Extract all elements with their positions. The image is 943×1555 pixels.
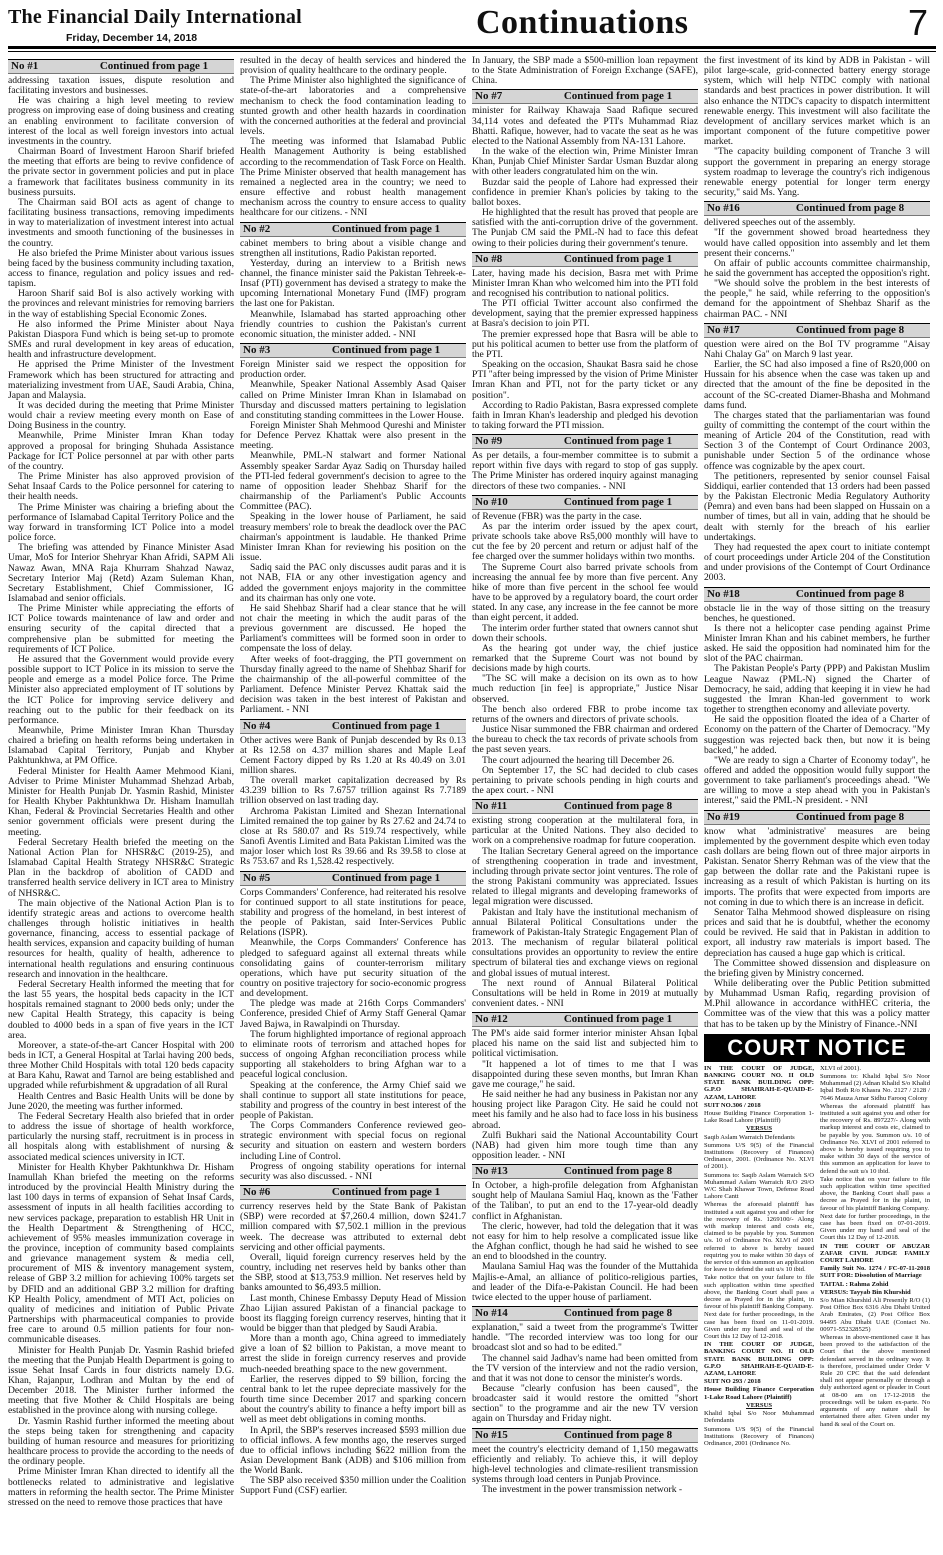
article-paragraph: Prime Minister Imran Khan directed to identify all the bottlenecks related to administrative and legislative matters in reforming the health sector. The Prime Minister stressed on the need to remove those practices that have [8, 1466, 234, 1508]
article-paragraph: The Prime Minister was chairing a briefing about the performance of Islamabad Capital Territory Police and the way forward in transforming ICT Police into a model police force. [8, 501, 234, 544]
court-notice-text: TAITAL : Rahma Zohid [820, 1280, 889, 1288]
story-number: No #2 [243, 222, 271, 235]
continuation-header [240, 222, 466, 237]
court-notice-text: Whereas the aforesaid plaintiff has instituted a suit against you and other for the recovery of Rs. 897227/- Along with markup interest and costs etc, claimed to be payable by you. Summon u/s. 10 of Ordinance No. XLVI of 2001 referred to above is hereby issued requiring you to make within 30 days of the service of this summon an application for leave to defend the suit u/s 10 ibid. [820, 1102, 930, 1175]
article-paragraph: The Pakistan People's Party (PPP) and Pakistan Muslim League Nawaz (PML-N) signed the Charter of Democracy, he said, adding that keeping it in view he had suggested the Imran Khan-led government to work together to strengthen economy and alleviate poverty. [704, 663, 930, 716]
article-paragraph: Senator Talha Mehmood showed displeasure on rising prices and said that he is doubtful, whether the economy could be revived. He said that in Pakistan in addition to export, all industry raw materials is import based. The depreciation has caused a huge gap which is critical. [704, 906, 930, 959]
publication-date: Friday, December 14, 2018 [66, 32, 198, 44]
article-paragraph: existing strong cooperation at the multilateral fora, in particular at the United Nations. They also decided to work on a comprehensive roadmap for future cooperation. [472, 815, 698, 847]
continuation-header [472, 1164, 698, 1179]
continued-from-label: Continued from page 8 [563, 1428, 673, 1441]
court-notice-text: XLVI of 2001). [820, 1064, 861, 1072]
article-paragraph: Meanwhile, Speaker National Assembly Asad Qaiser called on Prime Minister Imran Khan in Islamabad on Thursday and discussed matters pertaining to legislation and constituting standing committees in the Lower House. [240, 379, 466, 421]
court-notice-text: Family Suit No. 1274 / FC-07-11-2018 SUIT FOR: Dissolution of Marriage [820, 1265, 930, 1280]
court-notice-text: IN THE COURT OF ABUZAR ZAFAR CIVIL JUDGE FAMILY COURT LAHORE [820, 1242, 930, 1265]
article-paragraph: The Prime Minister has also approved provision of Sehat Insaaf Cards to the Police personnel for catering to their health needs. [8, 471, 234, 503]
court-notice-column-left [704, 1065, 814, 1448]
article-paragraph: Other actives were Bank of Punjab descended by Rs 0.13 at Rs 12.58 on 4.37 million shares and Maple Leaf Cement Factory dipped by Rs 1.20 at Rs 40.49 on 3.01 million shares. [240, 734, 466, 776]
continued-from-label: Continued from page 1 [563, 252, 673, 265]
article-paragraph: The PTI official Twitter account also confirmed the development, saying that the premier expressed happiness at Basra's decision to join PTI. [472, 298, 698, 330]
article-paragraph: Corps Commanders' Conference, had reiterated his resolve for continued support to all state institutions for peace, stability and progress of the homeland, in best interest of the people of Pakistan, said Inter-Services Public Relations (ISPR). [240, 886, 466, 939]
story-number: No #9 [475, 435, 503, 448]
article-paragraph: cabinet members to bring about a visible change and strengthen all institutions, Radio Pakistan reported. [240, 237, 466, 259]
court-notice-text: Next date for further proceedings, in the case has been fixed on 07-01-2019. Given under my hand and seal of the Court this 12 Day of 12-2018. [820, 1212, 930, 1242]
story-number: No #5 [243, 871, 271, 884]
column-2 [240, 56, 466, 1551]
article-paragraph: of Revenue (FBR) was the party in the case. [472, 510, 642, 522]
continued-from-label: Continued from page 1 [563, 435, 673, 448]
court-notice-text: Summons U/S 9(5) of the Financial Institutions (Recovery of Finances) Ordinance, 2001 (Ordinance No. [704, 1425, 814, 1447]
court-notice-text: Take notice that on your failure to file such application within time specified above, the Banking Court shall pass a decree as Prayed for in the plaint, in favour of his plaintiff Banking Company. [704, 1274, 814, 1311]
article-paragraph: "It happened a lot of times to me that I was disappointed during these seven months, but Imran Khan gave me courage," he said. [472, 1058, 698, 1090]
continued-from-label: Continued from page 8 [563, 800, 673, 813]
article-paragraph: The petitioners, represented by senior counsel Faisal Siddiqui, earlier contended that 13 orders had been passed by the Pakistan Electronic Media Regulatory Authority (Pemra) and even bans had been slapped on Hussain on a number of times, but all in vain, adding that he should be dealt with sternly for the breach of his earlier undertakings. [704, 470, 930, 543]
article-paragraph: "The capacity building component of Tranche 3 will support the government in preparing an energy storage system roadmap to leverage the country's rich indigenous renewable energy potential for longer term energy security," said Ms. Yang. [704, 146, 930, 199]
article-paragraph: Minister for Health Khyber Pakhtunkhwa Dr. Hisham Inamullah Khan briefed the meeting on the reforms introduced by the provincial Health Ministry during the last 100 days in terms of expansion of Sehat Insaf Cards, assessment of inputs in all health facilities according to new services package, preparation to establish HR Unit in the Health Department & Strengthening of HCC, achievement of 95% measles immunization coverage in the province, inception of community based complaints and grievance management system & media cell, procurement of MIS & inventory management system, release of GBP 3.2 million for achieving 100% targets set by DFID and an additional GBP 3.2 million for drafting KP Health Policy, amendment of MTI Act, policies on quality of medicines and initiation of Public Private Partnerships with pharmaceutical companies to provide free care to around 0.5 million patients for four non-communicable diseases. [8, 1161, 234, 1346]
court-notice-text: Saqib Aslam Warraich Defendants [704, 1133, 795, 1141]
court-notice-text: VERSUS [745, 1401, 773, 1409]
continuation-header [472, 1306, 698, 1321]
continuation-header [472, 1012, 698, 1027]
continued-from-label: Continued from page 8 [795, 587, 905, 600]
article-paragraph: After weeks of foot-dragging, the PTI government on Thursday finally agreed to the name of Shehbaz Sharif for the chairmanship of the all-powerful committee of the Parliament. Defence Minister Pervez Khattak said the decision was taken in the best interest of Pakistan and Parliament. - NNI [240, 653, 466, 716]
article-paragraph: The Prime Minister while appreciating the efforts of ICT Police towards maintenance of law and order and ensuring security of the capital directed that a comprehensive plan be submitted for meeting the requirements of ICT Police. [8, 603, 234, 655]
article-paragraph: He highlighted that the result has proved that people are satisfied with the anti-corruption drive of the government. The Punjab CM said the PML-N had to face this defeat owing to their policies during their government's tenure. [472, 207, 698, 249]
article-paragraph: They had requested the apex court to initiate contempt of court proceedings under Article 204 of the Constitution and under provisions of the Contempt of Court Ordinance 2003. [704, 541, 930, 584]
continuation-header [472, 1428, 698, 1443]
story-number: No #19 [707, 810, 740, 823]
article-paragraph: Meanwhile, Islamabad has started approaching other friendly countries to cushion the Pakistan's current economic situation, the minister added. - NNI [240, 308, 466, 340]
article-paragraph: The investment in the power transmission network - [482, 1484, 683, 1496]
article-paragraph: The forum highlighted importance of regional approach to eliminate roots of terrorism and attached hopes for success of ongoing Afghan reconciliation process while supporting all stakeholders to bring Afghan war to a peaceful logical conclusion. [240, 1028, 466, 1081]
article-paragraph: Justice Nisar summoned the FBR chairman and ordered the bureau to check the tax records of private schools from the past seven years. [472, 724, 698, 756]
article-paragraph: question were aired on the BoI TV programme "Aisay Nahi Chalay Ga" on March 9 last year. [704, 338, 930, 360]
article-paragraph: The briefing was attended by Finance Minister Asad Umar, MoS for Interior Shehryar Khan Afridi, SAPM Ali Nawaz Awan, MNA Raja Khurram Shahzad Nawaz, Secretary Interior Maj (Retd) Azam Suleman Khan, Secretary Establishment, Chief Commissioner, IG Islamabad and senior officials. [8, 542, 234, 604]
article-paragraph: The pledge was made at 216th Corps Commanders' Conference, presided Chief of Army Staff General Qamar Javed Bajwa, in Rawalpindi on Thursday. [240, 998, 466, 1030]
article-paragraph: "If the government showed broad heartedness they would have called opposition into assembly and let them present their concerns." [704, 227, 930, 259]
continued-from-label: Continued from page 1 [563, 90, 673, 103]
article-paragraph: Zulfi Bukhari said the National Accountability Court (NAB) had given him more tough time than any opposition leader. - NNI [472, 1129, 698, 1161]
article-paragraph: The Supreme Court also barred private schools from increasing the annual fee by more than five percent. Any hike of more than five percent in the school fee would have to be approved by a regulatory board, the court order stated. In any case, any increase in the fee cannot be more than eight percent, it added. [472, 561, 698, 624]
article-paragraph: As per details, a four-member committee is to submit a report within five days with regard to stop of gas supply. The Prime Minister has ordered inquiry against managing directors of these two companies. - NNI [472, 450, 698, 492]
continuation-header [472, 495, 698, 510]
continued-from-label: Continued from page 1 [99, 60, 209, 72]
article-paragraph: Sadiq said the PAC only discusses audit paras and it is not NAB, FIA or any other investigation agency and added the government enjoys majority in the committee and its chairman has only one vote. [240, 562, 466, 604]
article-paragraph: Yesterday, during an interview to a British news channel, the finance minister said the Pakistan Tehreek-e-Insaf (PTI) government has devised a strategy to make the upcoming International Monetary Fund (IMF) program the last one for Pakistan. [240, 257, 466, 310]
continued-from-label: Continued from page 1 [331, 1186, 441, 1199]
continuation-header [240, 871, 466, 886]
article-paragraph: Earlier, the reserves dipped to $9 billion, forcing the central bank to let the rupee depreciate massively for the fourth time since December 2017 and sparking concern about the country's ability to finance a hefty import bill as well as meet debt obligations in coming months. [240, 1373, 466, 1426]
article-paragraph: The overall market capitalization decreased by Rs 43.239 billion to Rs 7.6757 trillion against Rs 7.7189 trillion observed on last trading day. [240, 775, 466, 807]
article-paragraph: In the wake of the election win, Prime Minister Imran Khan, Punjab Chief Minister Sardar Usman Buzdar along with other leaders congratulated him on the win. [472, 146, 698, 178]
article-paragraph: The court adjourned the hearing till December 26. [482, 754, 675, 766]
court-notice-text: House Building Finance Corporation 1-Lake Road Lahore (Plaintiff) [704, 1386, 814, 1401]
article-paragraph: Speaking at the conference, the Army Chief said we shall continue to support all state institutions for peace, stability and progress of the country in best interest of the people of Pakistan. [240, 1079, 466, 1121]
story-number: No #1 [11, 60, 39, 72]
story-number: No #17 [707, 323, 740, 336]
column-1 [8, 56, 234, 1551]
article-paragraph: He said neither he had any business in Pakistan nor any housing project like Paragon City. He said he could not meet his family and he also had to face loss in his business abroad. [472, 1089, 698, 1131]
court-notice-text: Whereas the aforesaid plaintiff has instituted a suit against you and other for the recovery of Rs. 1269100/- Along with markup interest and costs etc, claimed to be payable by you. Summon u/s. 10 of Ordinance No. XLVI of 2001 referred to above is hereby issued requiring you to make within 30 days of the service of this summon an application for leave to defend the suit u/s 10 ibid. [704, 1201, 814, 1274]
continued-from-label: Continued from page 1 [331, 344, 441, 357]
article-paragraph: According to Radio Pakistan, Basra expressed complete faith in Imran Khan's leadership and pledged his devotion to taking forward the PTI mission. [472, 399, 698, 431]
article-paragraph: In January, the SBP made a $500-million loan repayment to the State Administration of Foreign Exchange (SAFE), China. [472, 56, 698, 87]
continuation-header [240, 1185, 466, 1200]
article-paragraph: Archroma Pakistan Limited and Shezan International Limited remained the top gainer by Rs 27.62 and 24.74 to close at Rs 580.07 and Rs 519.74 respectively, while Sanofi Aventis Limited and Bata Pakistan Limited was the major loser which lost Rs 39.66 and Rs 39.58 to close at Rs 753.67 and Rs 1,528.42 respectively. [240, 805, 466, 868]
article-paragraph: Later, having made his decision, Basra met with Prime Minister Imran Khan who welcomed him into the PTI fold and recognised his contribution to national politics. [472, 267, 698, 299]
court-notice-text: House Building Finance Corporation 1-Lake Road Lahore (Plaintiff) [704, 1109, 814, 1125]
court-notice-text: Khalid Iqbal S/o Noor Muhammad Defendants [704, 1410, 814, 1425]
article-paragraph: On affair of public accounts committee chairmanship, he said the government has accepted the opposition's right. [704, 257, 930, 279]
court-notice-banner: COURT NOTICE [704, 1034, 930, 1062]
continued-from-label: Continued from page 8 [563, 1165, 673, 1178]
article-paragraph: "The SC will make a decision on its own as to how much reduction [in fee] is appropriate," Justice Nisar observed. [472, 673, 698, 705]
article-paragraph: He said the opposition floated the idea of a Charter of Economy on the pattern of the Charter of Democracy. "My suggestion was rejected back then, but now it is being backed," he added. [704, 714, 930, 756]
court-notice-text: SUIT NO.306 / 2018 [704, 1101, 761, 1109]
article-paragraph: The bench also ordered FBR to probe income tax returns of the owners and directors of private schools. [472, 703, 698, 725]
article-paragraph: Earlier, the SC had also imposed a fine of Rs20,000 on Hussain for his absence when the case was taken up and directed that the amount of the fine be deposited in the account of the SC-created Diamer-Bhasha and Mohmand dams fund. [704, 359, 930, 411]
continued-from-label: Continued from page 1 [563, 1013, 673, 1026]
newspaper-name: The Financial Daily International [8, 6, 302, 28]
article-paragraph: Meanwhile, Prime Minister Imran Khan Thursday chaired a briefing on health reforms being undertaken in Islamabad Capital Territory, Punjab and Khyber Pakhtunkhwa, at PM Office. [8, 725, 234, 767]
article-paragraph: As par the interim order issued by the apex court, private schools take above Rs5,000 monthly will have to cut the fee by 20 percent and return or adjust half of the fee charged over the summer holidays within two months. [472, 520, 698, 563]
article-paragraph: Federal Secretary Health informed the meeting that for the last 55 years, the hospital beds capacity in the ICT hospitals remained stagnant to 2000 beds only; under the new Capital Health Strategy, this capacity is being doubled to 4000 beds in a span of five years in the ICT area. [8, 978, 234, 1041]
article-paragraph: Foreign Minister Shah Mehmood Qureshi and Minister for Defence Pervez Khattak were also present in the meeting. [240, 420, 466, 452]
article-paragraph: He apprised the Prime Minister of the Investment Framework which has been structured for attracting and materializing investment from UAE, Saudi Arabia, China, Japan and Malaysia. [8, 359, 234, 401]
article-paragraph: Meanwhile, Prime Minister Imran Khan today approved a proposal for bringing Shuhada Assistance Package for ICT Police personnel at par with other parts of the country. [8, 430, 234, 472]
continued-from-label: Continued from page 1 [563, 495, 673, 508]
continuation-header [704, 587, 930, 602]
story-number: No #15 [475, 1428, 508, 1441]
article-paragraph: Minister for Health Punjab Dr. Yasmin Rashid briefed the meeting that the Punjab Health Department is going to issue Sehat Insaf Cards in four districts namely D.G. Khan, Rajanpur, Lodhran and Multan by the end of December 2018. The Minister further informed the meeting that five Mother & Child Hospitals are being established in the province along with nursing college. [8, 1344, 234, 1417]
continued-from-label: Continued from page 1 [331, 871, 441, 884]
court-notice-column-right [820, 1065, 930, 1448]
story-number: No #11 [475, 800, 508, 813]
article-paragraph: The Chairman said BOI acts as agent of change to facilitating business transactions, removing impediments in way to materialization of investment interest into actual investments and smooth functioning of the businesses in the country. [8, 196, 234, 249]
article-paragraph: "We are ready to sign a Charter of Economy today", he offered and added the opposition would fully support the government to take parliament's proceedings ahead. "We are willing to move a step ahead with you in Pakistan's interest," said the PML-N president. - NNI [704, 754, 930, 807]
continued-from-label: Continued from page 1 [331, 222, 441, 235]
masthead-rule [8, 46, 936, 49]
court-notice-text: S/o Mian Khurshid Ali Presently R/O (1) Post Office Box 6316 Abu Dhabi United Arab Emirates, (2) Post Office Box 94495 Abu Dhabi UAE (Contact No. 00971-552328525) [820, 1297, 930, 1333]
article-paragraph: the first investment of its kind by ADB in Pakistan - will pilot large-scale, grid-connected battery energy storage system, which will help NTDC comply with national standards and best practices in power distribution. It will also enhance the NTDC's capacity to dispatch intermittent renewable energy. This investment will also facilitate the development of ancillary services market which is an important component of the future competitive power market. [704, 56, 930, 148]
article-paragraph: The next round of Annual Bilateral Political Consultations will be held in Rome in 2019 at mutually convenient dates. - NNI [472, 977, 698, 1009]
article-paragraph: Foreign Minister said we respect the opposition for production order. [240, 359, 466, 381]
court-notice-text: Summons to: Khalid Iqbal S/o Noor Muhammad (2) Adnan Khalid S/o Khalid Iqbal Both R/o Khasra No. 2127 / 2128 / 7646 Mauza Amar Sidhu Farooq Colony [820, 1072, 930, 1102]
page-number: 7 [907, 2, 928, 43]
court-notice-text: SUIT NO 293 / 2018 [704, 1378, 761, 1386]
continuation-header [240, 719, 466, 734]
story-number: No #10 [475, 495, 508, 508]
article-paragraph: The PM's aide said former interior minister Ahsan Iqbal placed his name on the said list and subjected him to political victimisation. [472, 1028, 698, 1060]
continuation-header [704, 201, 930, 216]
article-paragraph: He assured that the Government would provide every possible support to ICT Police in its mission to serve the people and emerge as a model Police force. The Prime Minister also appreciated employment of IT solutions by the ICT Police for improving service delivery and reaching out to the public for their feedback on its performance. [8, 653, 234, 726]
article-paragraph: Meanwhile, the Corps Commanders' Conference has pledged to safeguard against all external threats while consolidating gains of counter-terrorism military operations, which have put security situation of the country on positive trajectory for socio-economic progress and development. [240, 937, 466, 1000]
article-paragraph: Federal Secretary Health briefed the meeting on the National Action Plan for NHSR&C (2019-25), and Islamabad Capital Health Strategy NHSR&C Strategic Plan in the backdrop of abolition of CADD and transferred health service delivery in ICT area to Ministry of NHSR&C. [8, 836, 234, 899]
story-number: No #14 [475, 1307, 508, 1320]
article-paragraph: currency reserves held by the State Bank of Pakistan (SBP) were recorded at $7,260.4 million, down $241.7 million compared with $7,502.1 million in the previous week. The decrease was attributed to external debt servicing and other official payments. [240, 1201, 466, 1253]
article-paragraph: The channel said Jadhav's name had been omitted from the TV version of the interview and not the radio version, and that it was not done to censor the minister's words. [472, 1352, 698, 1384]
court-notice-text: IN THE COURT OF JUDGE, BANKING COURT NO. II OLD STATE BANK BUILDING OPP: G.P.O SHAHRAH-E-QUAID-E-AZAM, LAHORE [704, 1064, 814, 1101]
article-paragraph: Is there not a helicopter case pending against Prime Minister Imran Khan and his cabinet members, he further asked. He said the opposition had nominated him for the slot of the PAC chairman. [704, 622, 930, 665]
article-paragraph: Because "clearly confusion has been caused", the broadcaster said it would restore the omitted "short section" to the programme and air the new TV version again on Thursday and Friday night. [472, 1382, 698, 1425]
section-title: Continuations [476, 4, 689, 41]
article-paragraph: Haroon Sharif said BoI is also actively working with the provinces and relevant ministries for removing barriers in the way of establishing Special Economic Zones. [8, 288, 234, 320]
continued-from-label: Continued from page 1 [331, 719, 441, 732]
article-paragraph: The Italian Secretary General agreed on the importance of strengthening cooperation in trade and investment, including through private sector joint ventures. The role of the strong Pakistani community was appreciated. Issues related to illegal migrants and developing frameworks of legal migration were discussed. [472, 845, 698, 908]
court-notice-text: Summons U/S 9(5) of the Financial Institutions (Recovery of Finances) Ordinance, 2001. (Ordinance No. XLVI of 2001). [704, 1141, 814, 1171]
continuation-header [472, 252, 698, 267]
article-paragraph: The SBP also received $350 million under the Coalition Support Fund (CSF) earlier. [240, 1475, 466, 1497]
story-number: No #12 [475, 1013, 508, 1026]
article-paragraph: Dr. Yasmin Rashid further informed the meeting about the steps being taken for strengthening and capacity building of human resource and measures for prioritizing healthcare process to provide the according to the needs of the ordinary people. [8, 1415, 234, 1468]
article-paragraph: Overall, liquid foreign currency reserves held by the country, including net reserves held by banks other than the SBP, stood at $13,753.9 million. Net reserves held by banks amounted to $6,493.5 million. [240, 1251, 466, 1294]
court-notice-body [704, 1065, 930, 1448]
article-paragraph: "We should solve the problem in the best interests of the people," he said, while referring to the opposition's demand for the appointment of Shehbaz Sharif as the chairman PAC. - NNI [704, 278, 930, 320]
article-paragraph: The Corps Commanders Conference reviewed geo-strategic environment with special focus on regional security and situation on eastern and western borders including Line of Control. [240, 1120, 466, 1162]
article-paragraph: addressing taxation issues, dispute resolution and facilitating investors and businesses. [8, 75, 234, 97]
article-paragraph: Speaking on the occasion, Shaukat Basra said he chose PTI "after being impressed by the vision of Prime Minister Imran Khan and PTI, not for the party ticket or any position". [472, 359, 698, 401]
article-paragraph: obstacle lie in the way of those sitting on the treasury benches, he questioned. [704, 602, 930, 624]
article-paragraph: Meanwhile, PML-N stalwart and former National Assembly speaker Sardar Ayaz Sadiq on Thursday hailed the PTI-led federal government's decision to agree to the name of opposition leader Shehbaz Sharif for the chairmanship of the Parliament's Public Accounts Committee (PAC). [240, 450, 466, 513]
story-number: No #16 [707, 202, 740, 215]
article-paragraph: The cleric, however, had told the delegation that it was not easy for him to help resolve a complicated issue like the Afghan conflict, though he had said he wished to see an end to bloodshed in the country. [472, 1220, 698, 1263]
article-paragraph: The meeting was informed that Islamabad Public Health Management Authority is being established according to the recommendation of Task Force on Health. The Prime Minister observed that health management has remained a neglected area in the country; we need to ensure effective and robust health management mechanism across the country to ensure access to quality healthcare for our citizens. - NNI [240, 136, 466, 219]
article-paragraph: Maulana Samiul Haq was the founder of the Muttahida Majlis-e-Amal, an alliance of politico-religious parties, and leader of the Difa-e-Pakistan Council. He had been twice elected to the upper house of parliament. [472, 1261, 698, 1303]
article-paragraph: The main objective of the National Action Plan is to identify strategic areas and actions to overcome health challenges through holistic initiatives in health governance, financing, access to essential package of health services, expansion and capacity building of human resources for health, quality of health, adherence to international health regulations and ensuring continuous research and innovation in the healthcare. [8, 897, 234, 980]
court-notice-text: Summons to: Saqib Aslam Warraich S/O Muhammad Aslam Warraich R/O 29/O W/C Shah Khawar Town, Defense Road Lahore Cantt [704, 1171, 814, 1201]
continuation-header [472, 434, 698, 449]
article-paragraph: He also briefed the Prime Minister about various issues being faced by the business community including taxation, access to finance, regulation and policy issues and red-tapism. [8, 247, 234, 290]
continued-from-label: Continued from page 8 [795, 323, 905, 336]
article-paragraph: The Federal Secretary Health also briefed that in order to address the issue of shortage of health workforce, particularly the nursing staff, recruitment is in process in all hospitals along with establishment of nursing & associated medical sciences university in ICT. [8, 1110, 234, 1163]
article-paragraph: Chairman Board of Investment Haroon Sharif briefed the meeting that efforts are being to revive confidence of the private sector in government policies and put in place a framework that facilitates business community in its business pursuits. [8, 146, 234, 198]
article-paragraph: Moreover, a state-of-the-art Cancer Hospital with 200 beds in ICT, a General Hospital at Tarlai having 200 beds, three Mother Child Hospitals with total 120 beds capacity at Bara Kahu, Rawat and Tarnol are being established and upgraded while refurbishment & upgradation of all Rural [8, 1039, 234, 1092]
article-paragraph: While deliberating over the Public Petition submitted by Muhammad Usman Rafiq, regarding provision of M.Phil allowance in accordance withHEC criteria, the Committee was of the view that this was a policy matter that has to be taken up by the Ministry of Finance.-NNI [704, 977, 930, 1030]
continuation-header [8, 59, 234, 74]
article-paragraph: It was decided during the meeting that Prime Minister would chair a review meeting every month on Ease of Doing Business in the country. [8, 400, 234, 432]
continuation-header [472, 799, 698, 814]
article-paragraph: Pakistan and Italy have the institutional mechanism of annual Bilateral Political Consultations under the framework of Pakistan-Italy Strategic Engagement Plan of 2013. The mechanism of regular bilateral political consultations provides an opportunity to review the entire spectrum of bilateral ties and exchange views on regional and global issues of mutual interest. [472, 906, 698, 979]
masthead-rule-thin [8, 51, 936, 52]
article-paragraph: resulted in the decay of health services and hindered the provision of quality healthcare to the ordinary people. [240, 56, 466, 77]
continued-from-label: Continued from page 8 [795, 202, 905, 215]
court-notice-text: Take notice that on your failure to file such application within time specified above, the Banking Court shall pass a decree as Prayed for in the plaint, in favour of his plaintiff Banking Company. [820, 1175, 930, 1212]
article-paragraph: meet the country's electricity demand of 1,150 megawatts efficiently and reliably. To achieve this, it will deploy high-level technologies and climate-resilient transmission systems through load centers in Punjab Province. [472, 1443, 698, 1486]
article-paragraph: The Prime Minister also highlighted the significance of state-of-the-art laboratories and a comprehensive mechanism to check the food contamination leading to stunted growth and other health hazards in coordination with the concerned authorities at the federal and provincial levels. [240, 75, 466, 138]
story-number: No #8 [475, 252, 503, 265]
article-paragraph: The charges stated that the parliamentarian was found guilty of committing the contempt of the court within the meaning of Article 204 of the Constitution, read with Section 3 of the Contempt of Court Ordinance 2003, punishable under Section 5 of the ordinance whose offence was cognizable by the apex court. [704, 409, 930, 472]
article-paragraph: delivered speeches out of the assembly. [704, 217, 856, 229]
article-paragraph: explanation," said a tweet from the programme's Twitter handle. "The recorded interview was too long for our broadcast slot and so had to be edited." [472, 1322, 698, 1354]
court-notice-text: IN THE COURT OF JUDGE, BANKING COURT NO. II OLD STATE BANK BUILDING OPP: G.P.O SHAHRAH-E-QUAID-E-AZAM, LAHORE [704, 1341, 814, 1378]
column-3 [472, 56, 698, 1551]
continuation-header [704, 323, 930, 338]
article-paragraph: Health Centres and Basic Health Units will be done by June 2020, the meeting was further informed. [8, 1090, 234, 1112]
story-number: No #18 [707, 587, 740, 600]
article-paragraph: The Committee showed dissension and displeasure on the briefing given by Ministry concerned. [704, 957, 930, 979]
continued-from-label: Continued from page 8 [563, 1307, 673, 1320]
continuation-header [240, 343, 466, 358]
article-paragraph: In October, a high-profile delegation from Afghanistan sought help of Maulana Samiul Haq, known as the 'Father of the Taliban', to put an end to the 17-year-old deadly conflict in Afghanistan. [472, 1180, 698, 1222]
court-notice-text: Whereas in above-mentioned case it has been proved to the satisfaction of the Court that the above mentioned defendant served in the ordinary way. It is therefore, proclaimed under Order V Rule 20 CPC that the said defendant shall not appear personally or through a duly authorized agent or pleader in Court at 08-00 am on 17-12-2018 the proceedings will be taken ex-parte. No arguments of any nature shall be entertained there after. Given under my hand & seal of the Court on. [820, 1334, 930, 1428]
story-number: No #3 [243, 344, 271, 357]
court-notice-text: Next date for further proceedings, in the case has been fixed on 11-01-2019. Given under my hand and seal of the Court this 12 Day of 12-2018. [704, 1311, 814, 1341]
article-paragraph: The premier expressed hope that Basra will be able to put his political acumen to better use from the platform of the PTI. [472, 328, 698, 360]
article-paragraph: The interim order further stated that owners cannot shut down their schools. [472, 622, 698, 644]
story-number: No #4 [243, 719, 271, 732]
article-paragraph: On September 17, the SC had decided to club cases pertaining to private schools pending in high courts and the apex court. - NNI [472, 764, 698, 796]
article-paragraph: More than a month ago, China agreed to immediately give a loan of $2 billion to Pakistan, a move meant to arrest the slide in foreign currency reserves and provide much-needed breathing space to the new government. [240, 1333, 466, 1375]
story-number: No #13 [475, 1165, 508, 1178]
continuation-header [472, 89, 698, 104]
article-paragraph: Buzdar said the people of Lahore had expressed their confidence in premier Khan's policies by taking to the ballot boxes. [472, 176, 698, 208]
column-4 [704, 56, 930, 1551]
article-paragraph: know what 'administrative' measures are being implemented by the government despite which even today cash dollars are being flown out of three major airports in Pakistan. Senator Sherry Rehman was of the view that the gap between the dollar rate and the Pakistani rupee is increasing as a result of which Pakistan is hurting on its imports. The profits that were expected from imports are not coming in due to which there is an increase in deficit. [704, 825, 930, 908]
article-paragraph: minister for Railway Khawaja Saad Rafique secured 34,114 votes and defeated the PTI's Muhammad Riaz Bhatti. Rafique, however, had to vacate the seat as he was elected to the National Assembly from NA-131 Lahore. [472, 105, 698, 147]
court-notice [704, 1034, 930, 1448]
article-paragraph: He said Shehbaz Sharif had a clear stance that he will not chair the meeting in which the audit paras of the previous government are discussed. He hoped the Parliament's committees will be formed soon in order to compensate the loss of delay. [240, 602, 466, 655]
article-paragraph: Last month, Chinese Embassy Deputy Head of Mission Zhao Lijian assured Pakistan of a financial package to boost its flagging foreign currency reserves, hinting that it would be bigger than that pledged by Saudi Arabia. [240, 1292, 466, 1334]
article-paragraph: Federal Minister for Health Aamer Mehmood Kiani, Adviser to Prime Minister Muhammad Shehzad Arbab, Minister for Health Punjab Dr. Yasmin Rashid, Minister for Health Khyber Pakhtunkhwa Dr. Hisham Inamullah Khan, Federal & Provincial Secretaries Health and other senior government officials were present during the meeting. [8, 765, 234, 838]
article-paragraph: He was chairing a high level meeting to review progress on improving ease of doing business and creating an enabling environment to facilitate conversion of interest of the local as well foreign investors into actual investments in the country. [8, 95, 234, 147]
continued-from-label: Continued from page 8 [795, 810, 905, 823]
story-number: No #6 [243, 1186, 271, 1199]
article-paragraph: Speaking in the lower house of Parliament, he said treasury members' role to break the deadlock over the PAC chairman's appointment is laudable. He thanked Prime Minister Imran Khan for reviewing his position on the issue. [240, 511, 466, 564]
continuation-header [704, 810, 930, 825]
story-number: No #7 [475, 90, 503, 103]
article-paragraph: In April, the SBP's reserves increased $593 million due to official inflows. A few months ago, the reserves surged due to official inflows including $622 million from the Asian Development Bank (ADB) and $106 million from the World Bank. [240, 1424, 466, 1477]
court-notice-text: VERSUS [745, 1125, 773, 1133]
article-paragraph: As the hearing got under way, the chief justice remarked that the Supreme Court was not bound by decisions made by high courts. [472, 642, 698, 675]
court-notice-text: VERSUS: Tayyab Bin Khurshid [820, 1288, 911, 1296]
article-paragraph: He also informed the Prime Minister about Naya Pakistan Diaspora Fund which is being set-up to promote SMEs and rural development in key areas of education, health and infrastructure development. [8, 318, 234, 361]
article-paragraph: Progress of ongoing stability operations for internal security was also discussed. - NNI [240, 1160, 466, 1182]
